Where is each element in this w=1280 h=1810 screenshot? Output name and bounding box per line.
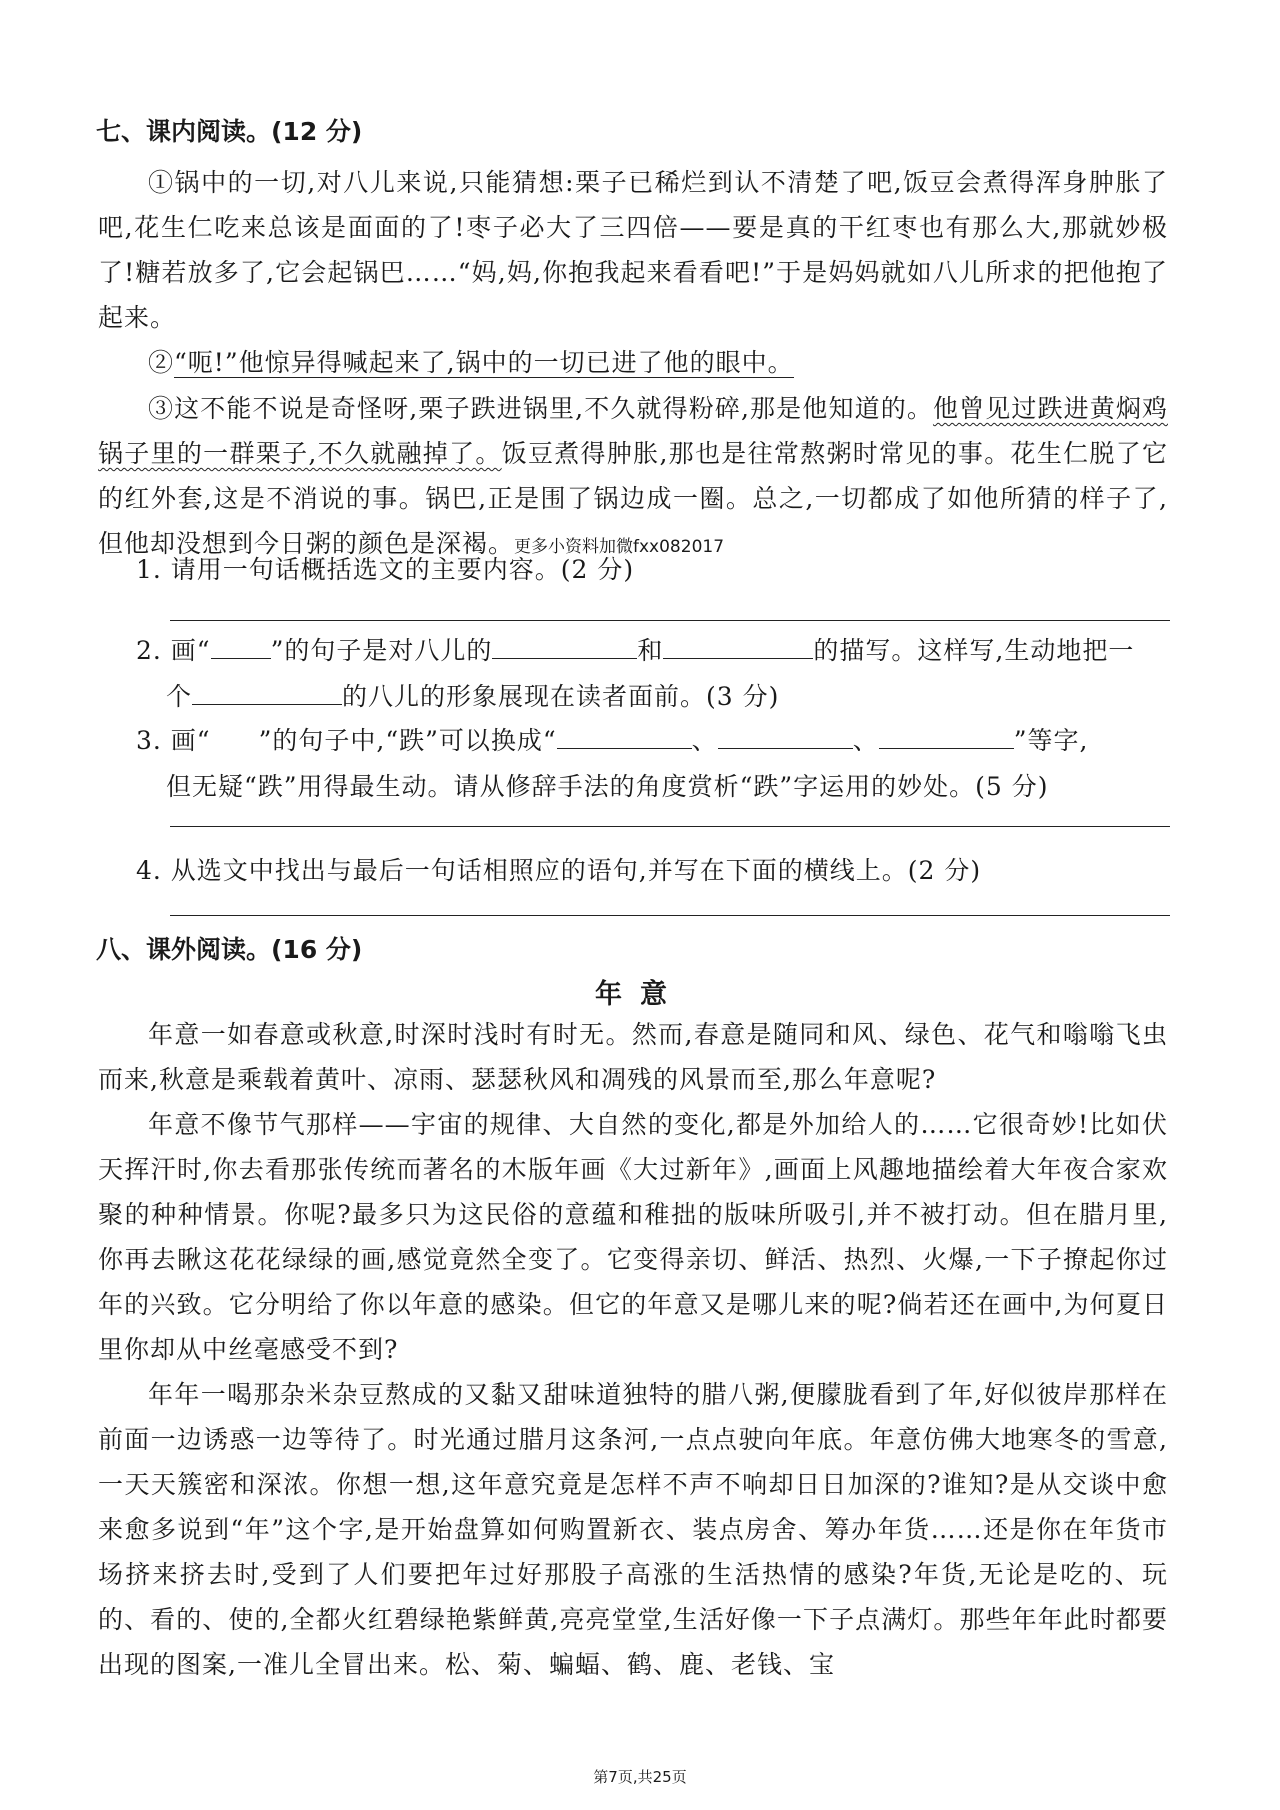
q3-sep-2: 、 (852, 726, 879, 755)
question-2 (136, 628, 1176, 720)
para3-before: ③这不能不说是奇怪呀,栗子跌进锅里,不久就得粉碎,那是他知道的。 (148, 394, 933, 423)
passage-paragraph-1: ①锅中的一切,对八儿来说,只能猜想:栗子已稀烂到认不清楚了吧,饭豆会煮得浑身肿胀了吧,花生仁吃来总该是面面的了!枣子必大了三四倍——要是真的干红枣也有那么大,那就妙极了!糖若放多了,它会起锅巴……“妈,妈,你抱我起来看看吧!”于是妈妈就如八儿所求的把他抱了起来。 (98, 168, 1168, 332)
answer-line-q4[interactable] (170, 915, 1170, 916)
para2-underlined-sentence: “呃!”他惊异得喊起来了,锅中的一切已进了他的眼中。 (174, 348, 794, 377)
question-1: 1. 请用一句话概括选文的主要内容。(2 分) (136, 555, 635, 584)
q2-text-d: 的描写。这样写,生动地把一 (813, 636, 1135, 665)
article-paragraph-2: 年意不像节气那样——宇宙的规律、大自然的变化,都是外加给人的……它很奇妙!比如伏天挥汗时,你去看那张传统而著名的木版年画《大过新年》,画面上风趣地描绘着大年夜合家欢聚的种种情景。你呢?最多只为这民俗的意蕴和稚拙的版味所吸引,并不被打动。但在腊月里,你再去瞅这花花绿绿的画,感觉竟然全变了。它变得亲切、鲜活、热烈、火爆,一下子撩起你过年的兴致。它分明给了你以年意的感染。但它的年意又是哪儿来的呢?倘若还在画中,为何夏日里你却从中丝毫感受不到? (98, 1110, 1168, 1364)
q3-blank-2[interactable] (718, 723, 853, 749)
q3-wavy-sample (211, 718, 259, 743)
q2-blank-1[interactable] (492, 633, 637, 659)
q3-sep-1: 、 (691, 726, 718, 755)
para2-prefix: ② (148, 348, 175, 377)
q3-text-b: ”的句子中,“跌”可以换成“ (258, 726, 557, 755)
q2-text-b: ”的句子是对八儿的 (270, 636, 493, 665)
q3-blank-1[interactable] (557, 723, 692, 749)
q2-underline-sample (211, 633, 271, 659)
q3-blank-3[interactable] (879, 723, 1014, 749)
q2-text-e: 个 (166, 682, 193, 711)
q3-text-c: ”等字, (1013, 726, 1089, 755)
section-7-title: 七、课内阅读。(12 分) (96, 117, 363, 146)
page-footer: 第7页,共25页 (593, 1768, 687, 1786)
watermark-text: 更多小资料加微fxx082017 (514, 537, 725, 557)
para3-after: 饭豆煮得肿胀,那也是往常熬粥时常见的事。花生仁脱了它的红外套,这是不消说的事。锅巴,正是围了锅边成一圈。总之,一切都成了如他所猜的样子了,但他却没想到今日粥的颜色是深褐。 (98, 439, 1168, 558)
q2-text-f: 的八儿的形象展现在读者面前。(3 分) (342, 682, 780, 711)
q2-text-c: 和 (637, 636, 664, 665)
article-paragraph-1: 年意一如春意或秋意,时深时浅时有时无。然而,春意是随同和风、绿色、花气和嗡嗡飞虫而来,秋意是乘载着黄叶、凉雨、瑟瑟秋风和凋残的风景而至,那么年意呢? (98, 1020, 1168, 1094)
q2-blank-2[interactable] (663, 633, 813, 659)
q2-text-a: 2. 画“ (136, 636, 211, 665)
answer-line-q3[interactable] (170, 826, 1170, 827)
q2-blank-3[interactable] (192, 679, 342, 705)
article-paragraph-3: 年年一喝那杂米杂豆熬成的又黏又甜味道独特的腊八粥,便朦胧看到了年,好似彼岸那样在前面一边诱惑一边等待了。时光通过腊月这条河,一点点驶向年底。年意仿佛大地寒冬的雪意,一天天簇密和深浓。你想一想,这年意究竟是怎样不声不响却日日加深的?谁知?是从交谈中愈来愈多说到“年”这个字,是开始盘算如何购置新衣、装点房舍、筹办年货……还是你在年货市场挤来挤去时,受到了人们要把年过好那股子高涨的生活热情的感染?年货,无论是吃的、玩的、看的、使的,全都火红碧绿艳紫鲜黄,亮亮堂堂,生活好像一下子点满灯。那些年年此时都要出现的图案,一准儿全冒出来。松、菊、蝙蝠、鹤、鹿、老钱、宝 (98, 1380, 1168, 1679)
q3-text-a: 3. 画“ (136, 726, 211, 755)
passage-paragraph-3 (98, 386, 1168, 570)
answer-line-q1[interactable] (170, 620, 1170, 621)
passage-paragraph-2 (98, 340, 1168, 385)
question-4: 4. 从选文中找出与最后一句话相照应的语句,并写在下面的横线上。(2 分) (136, 856, 982, 885)
q3-text-d: 但无疑“跌”用得最生动。请从修辞手法的角度赏析“跌”字运用的妙处。(5 分) (166, 772, 1049, 801)
article-title: 年意 (595, 979, 685, 1010)
para3-wavy-sentence: 他曾见过跌进黄焖鸡锅子里的一群栗子,不久就融掉了。 (98, 394, 1168, 468)
section-8-title: 八、课外阅读。(16 分) (96, 935, 363, 964)
question-3 (136, 718, 1176, 810)
